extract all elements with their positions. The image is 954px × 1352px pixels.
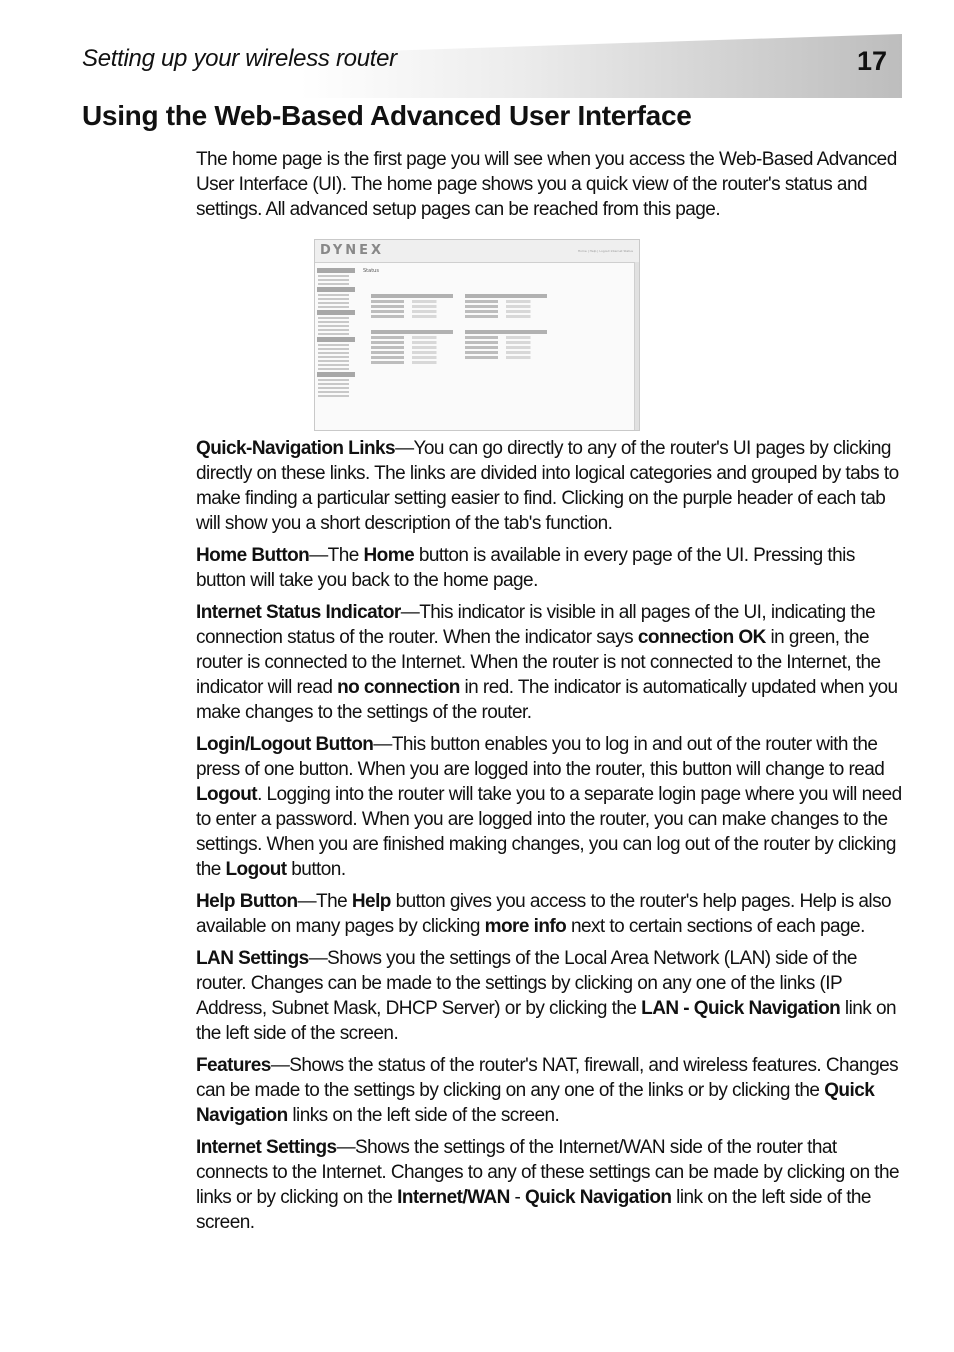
screenshot-topbar [315, 240, 639, 263]
list-item: Internet Settings—Shows the settings of the Internet/WAN side of the router that connects to the Internet. Changes to any of these settings can be made by clicking on the links or by clicking on the Internet/WAN - Quick Navigation link on the left side of the screen. [196, 1137, 900, 1233]
section-title: Using the Web-Based Advanced User Interface [82, 100, 692, 131]
item-term: Home Button [196, 545, 310, 566]
screenshot-lan-panel [465, 294, 547, 320]
list-item: Internet Status Indicator—This indicator is visible in all pages of the UI, indicating the connection status of the router. When the indicator says connection OK in green, the router is connected to the Internet. When the router is not connected to the Internet, the indicator will read no connection in red. The indicator is automatically updated when you make changes to the settings of the router. [196, 602, 898, 723]
item-term: Help Button [196, 891, 298, 912]
item-term: Internet Status Indicator [196, 602, 401, 623]
list-item: Login/Logout Button—This button enables you to log in and out of the router with the press of one button. When you are logged into the router, this button will change to read Logout. Logging into the router will take you to a separate login page where you will need to enter a password. When you are logged into the router, you can make changes to the settings. When you are finished making changes, you can log out of the router by clicking the Logout button. [196, 734, 902, 880]
item-term: Login/Logout Button [196, 734, 374, 755]
item-term: Internet Settings [196, 1137, 337, 1158]
item-term: LAN Settings [196, 948, 309, 969]
intro-paragraph: The home page is the first page you will see when you access the Web-Based Advanced User Interface (UI). The home page shows you a quick view of the router's status and settings. All advanced setup pages can be reached from this page. [196, 149, 897, 220]
item-term: Quick-Navigation Links [196, 438, 396, 459]
description-list [196, 436, 902, 1242]
router-ui-screenshot [314, 239, 640, 431]
list-item: LAN Settings—Shows you the settings of the Local Area Network (LAN) side of the router. Changes can be made to the settings by clicking on any one of the links (IP Address, Subnet Mask, DHCP Server) or by clicking the LAN - Quick Navigation link on the left side of the screen. [196, 948, 896, 1044]
item-term: Features [196, 1055, 271, 1076]
screenshot-status-label: Status [363, 268, 379, 274]
screenshot-logo: DYNEX [320, 243, 385, 258]
screenshot-features-panel [465, 330, 547, 361]
intro-block [196, 147, 902, 222]
screenshot-internet-panel [371, 330, 453, 366]
screenshot-version-panel [371, 294, 453, 320]
list-item: Home Button—The Home button is available in every page of the UI. Pressing this button will take you back to the home page. [196, 545, 855, 591]
list-item: Features—Shows the status of the router's NAT, firewall, and wireless features. Changes can be made to the settings by clicking on any one of the links or by clicking the Quick Navigation links on the left side of the screen. [196, 1055, 899, 1126]
running-head: Setting up your wireless router [82, 45, 397, 72]
page-number: 17 [857, 46, 888, 76]
screenshot-top-links: Home | Help | Logout Internet Status [577, 249, 633, 253]
list-item: Quick-Navigation Links—You can go directly to any of the router's UI pages by clicking directly on these links. The links are divided into logical categories and grouped by tabs to make finding a particular setting easier to find. Clicking on the purple header of each tab will show you a short description of the tab's function. [196, 438, 899, 534]
screenshot-scrollbar [634, 262, 639, 430]
screenshot-quick-navigation [317, 266, 355, 399]
list-item: Help Button—The Help button gives you access to the router's help pages. Help is also available on many pages by clicking more info next to certain sections of each page. [196, 891, 892, 937]
